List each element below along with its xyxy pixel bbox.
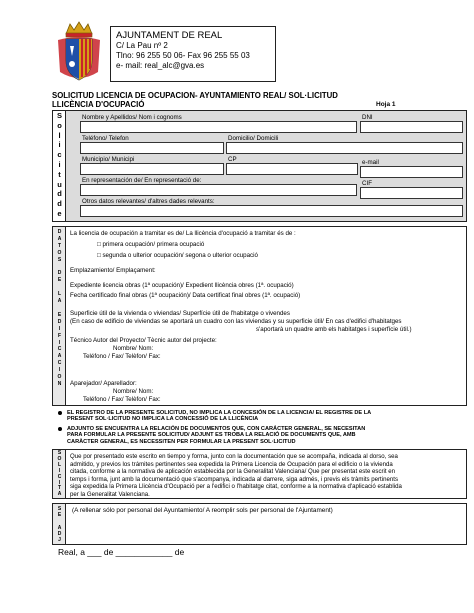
town-label: Municipio/ Municipi <box>82 156 135 163</box>
solicitude-side-label <box>53 111 66 219</box>
solicitude-side-letter: d <box>57 189 62 199</box>
org-address: C/ La Pau nº 2 <box>116 41 168 50</box>
form-title-line2: LLICÈNCIA D'OCUPACIÓ <box>52 100 145 109</box>
cert-date-label: Fecha certificado final obras (1ª ocupación)/ Data certificat final obres (1ª. ocupació) <box>70 292 301 299</box>
building-side-letter: S <box>57 256 62 263</box>
form-title-line1: SOLICITUD LICENCIA DE OCUPACION- AYUNTAMIENTO REAL/ SOL·LICITUD <box>52 91 338 100</box>
header-box <box>110 26 276 82</box>
bullet-icon <box>58 411 62 415</box>
name-field[interactable] <box>80 121 357 133</box>
request-text-line: Que por presentado este escrito en tiempo y forma, junto con la documentación que se acompaña, indicada al dorso, sea <box>70 453 398 460</box>
notice-2-line3: CARÀCTER GENERAL, ES NECESSITEN PER FORMULAR LA PRESENT SOL·LICITUD <box>67 438 296 445</box>
address-field[interactable] <box>226 142 463 154</box>
staff-side-label <box>53 506 66 543</box>
solicitude-side-letter: o <box>57 120 62 130</box>
building-side-letter: I <box>58 325 61 332</box>
request-text-line: admitido, y previos los trámites pertinentes sea expedida la Primera Licencia de Ocupación para el edificio o la vivienda <box>70 460 393 468</box>
cp-field[interactable] <box>226 163 358 175</box>
notice-2 <box>58 426 365 445</box>
request-text-line: per la Generalitat Valenciana. <box>70 490 150 498</box>
notice-2-line1: ADJUNTO SE ENCUENTRA LA RELACIÓN DE DOCUMENTOS QUE, CON CARÁCTER GENERAL, SE NECESITAN <box>67 426 366 432</box>
building-side-letter <box>59 264 60 271</box>
phone-field[interactable] <box>80 142 224 154</box>
request-side-letter: L <box>57 461 62 468</box>
surface-line2: (En caso de edificio de viviendas se aportará un cuadro con las viviendas y su superficie útil/ En cas d'edifici d'habitatges <box>70 318 402 325</box>
notice-2-line2: PARA FORMULAR LA PRESENTE SOLICITUD/ ADJUNT ES TROBA LA RELACIÓ DE DOCUMENTS QUE, AMB <box>67 432 356 439</box>
solicitude-side-letter: S <box>56 111 62 120</box>
request-side-letter: S <box>57 450 62 456</box>
rigger-label: Aparejador/ Aparellador: <box>70 380 137 387</box>
building-side-letter: F <box>57 332 62 339</box>
cif-label: CIF <box>362 180 372 187</box>
staff-side-letter: J <box>58 537 61 544</box>
building-side-letter: O <box>57 374 62 381</box>
request-side-letter: C <box>57 473 62 480</box>
license-intro: La licencia de ocupación a tramitar es de/ La llicència d'ocupació a tramitar és de : <box>70 230 296 237</box>
bullet-icon <box>58 427 62 431</box>
rigger-phone-label: Teléfono / Fax/ Telèfon/ Fax: <box>83 396 161 403</box>
building-side-letter: A <box>57 353 62 360</box>
notice-1-line1: EL REGISTRO DE LA PRESENTE SOLICITUD, NO IMPLICA LA CONCESIÓN DE LA LICENCIA/ EL REGISTRE DE LA <box>67 410 372 416</box>
building-side-letter: I <box>58 367 61 374</box>
exp-license-label: Expediente licencia obras (1ª ocupación)/ Expedient llicència obres (1ª. ocupació) <box>70 282 294 289</box>
building-side-letter: E <box>57 277 62 284</box>
solicitude-side-letter: t <box>58 169 61 179</box>
surface-line3: s'aportarà un quadre amb els habitatges i superfície útil.) <box>256 326 412 333</box>
request-side-label <box>53 451 66 498</box>
coat-of-arms-icon <box>54 20 104 88</box>
request-side-letter: T <box>57 485 62 492</box>
date-line: Real, a ___ de ____________ de <box>58 547 185 557</box>
name-label: Nombre y Apellidos/ Nom i cognoms <box>82 114 182 121</box>
building-side-letter: C <box>57 360 62 367</box>
building-side-letter: A <box>57 235 62 242</box>
request-text-line: temps i forma, junt amb la documentació que s'acompanya, indicada al darrere, siga admés, i previs els tràmits pertinents <box>70 475 399 483</box>
representative-field[interactable] <box>80 184 357 196</box>
building-side-letter: T <box>57 242 62 249</box>
request-text <box>70 453 402 498</box>
building-side-letter: C <box>57 346 62 353</box>
building-side-letter: O <box>57 249 62 256</box>
coat-of-arms-logo <box>54 20 104 88</box>
building-side-label <box>53 229 66 388</box>
staff-side-letter: A <box>57 524 62 531</box>
tech-author-label: Técnico Autor del Proyecto/ Tècnic autor del projecte: <box>70 337 217 344</box>
staff-side-letter: S <box>57 506 62 512</box>
building-side-letter: D <box>57 270 62 277</box>
town-field[interactable] <box>80 163 224 175</box>
request-side-letter: O <box>57 455 62 462</box>
solicitude-side-letter: d <box>57 199 62 209</box>
building-side-letter: A <box>57 298 62 305</box>
solicitude-side-letter: e <box>57 208 62 218</box>
staff-only-note: (A rellenar sólo por personal del Ayuntamiento/ A reomplir sols per personal de l'Ajuntament) <box>72 507 333 514</box>
option-first-occupation[interactable]: □ primera ocupación/ primera ocupació <box>97 241 205 248</box>
dni-label: DNI <box>362 114 373 121</box>
building-side-letter: N <box>57 380 62 387</box>
location-label: Emplazamiento/ Emplaçament: <box>70 267 156 274</box>
request-text-line: siga expedida la Primera Llicència d'Ocupació per a l'edifici o l'habitatge citat, conforme a la normativa d'aplicació establida <box>70 483 402 490</box>
request-side-letter: I <box>58 467 61 474</box>
address-label: Domicilio/ Domicili <box>228 135 279 142</box>
org-phone: Tlno: 96 255 50 06- Fax 96 255 55 03 <box>116 51 250 60</box>
other-data-label: Otros datos relevantes/ d'altres dades relevants: <box>82 198 215 205</box>
tech-name-label: Nombre/ Nom: <box>113 345 154 352</box>
building-side-letter: D <box>57 318 62 325</box>
dni-field[interactable] <box>360 121 463 133</box>
other-data-field[interactable] <box>80 205 463 217</box>
solicitude-side-letter: u <box>57 179 62 189</box>
request-side-letter: A <box>57 491 62 498</box>
building-side-letter: I <box>58 339 61 346</box>
phone-label: Teléfono/ Telefon <box>82 135 129 142</box>
building-side-letter: L <box>57 291 62 298</box>
building-side-letter: E <box>57 311 62 318</box>
sheet-number: Hoja 1 <box>376 101 396 108</box>
request-side-letter: I <box>58 479 61 486</box>
solicitude-side-letter: l <box>58 130 61 140</box>
cif-field[interactable] <box>360 187 463 199</box>
org-name: AJUNTAMENT DE REAL <box>116 30 223 41</box>
request-text-line: citada, conforme a la normativa de aplicación establecida por la Generalitat Valenciana/ Que per presentat este escrit en <box>70 468 396 475</box>
notice-1-line2: PRESENT SOL·LICITUD NO IMPLICA LA CONCESSIÓ DE LA LLICÈNCIA <box>67 416 259 423</box>
org-email: e- mail: real_alc@gva.es <box>116 61 205 70</box>
building-side-letter <box>59 284 60 291</box>
tech-phone-label: Teléfono / Fax/ Telèfon/ Fax: <box>83 353 161 360</box>
option-second-occupation[interactable]: □ segunda o ulterior ocupación/ segona o ulterior ocupació <box>97 252 258 259</box>
email-field[interactable] <box>360 166 463 178</box>
solicitude-side-letter: i <box>58 140 61 150</box>
staff-side-letter: D <box>57 530 62 537</box>
rigger-name-label: Nombre/ Nom: <box>113 388 154 395</box>
solicitude-side-letter: c <box>57 150 62 160</box>
surface-line1: Superficie útil de la vivienda o viviendas/ Superfície útil de l'habitatge o vivendes <box>70 310 290 317</box>
representative-label: En representación de/ En representació de: <box>82 177 202 184</box>
solicitude-side-letter: i <box>58 159 61 169</box>
staff-side-letter: E <box>57 512 62 519</box>
building-side-letter: D <box>57 229 62 235</box>
email-label: e-mail <box>362 159 379 166</box>
cp-label: CP <box>228 156 237 163</box>
notice-1 <box>58 410 371 423</box>
building-side-letter <box>59 305 60 312</box>
